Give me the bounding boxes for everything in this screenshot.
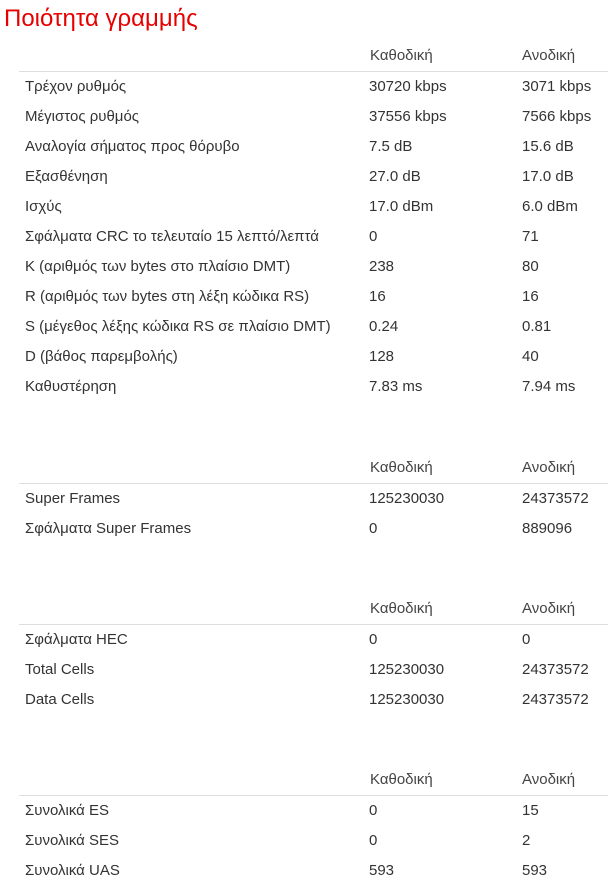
upstream-value: 17.0 dB xyxy=(522,168,574,185)
upstream-value: 40 xyxy=(522,348,539,365)
downstream-value: 0 xyxy=(369,520,378,537)
upstream-value: 6.0 dBm xyxy=(522,198,578,215)
downstream-value: 0 xyxy=(369,802,378,819)
table-row xyxy=(19,514,608,544)
row-label: Σφάλματα Super Frames xyxy=(25,520,192,537)
table-row xyxy=(19,484,608,514)
table-row xyxy=(19,342,608,372)
upstream-value: 2 xyxy=(522,832,531,849)
page-title: Ποιότητα γραμμής xyxy=(4,5,198,32)
upstream-value: 16 xyxy=(522,288,539,305)
upstream-value: 15 xyxy=(522,802,539,819)
downstream-value: 0.24 xyxy=(369,318,399,335)
table-row xyxy=(19,72,608,102)
table-row xyxy=(19,372,608,402)
downstream-value: 27.0 dB xyxy=(369,168,421,185)
downstream-value: 7.5 dB xyxy=(369,138,413,155)
table-row xyxy=(19,796,608,826)
upstream-value: 71 xyxy=(522,228,539,245)
upstream-value: 15.6 dB xyxy=(522,138,574,155)
downstream-value: 238 xyxy=(369,258,395,275)
upstream-value: 24373572 xyxy=(522,661,589,678)
downstream-value: 17.0 dBm xyxy=(369,198,434,215)
table-row xyxy=(19,826,608,856)
table-row xyxy=(19,655,608,685)
table-header xyxy=(19,594,608,625)
downstream-value: 37556 kbps xyxy=(369,108,447,125)
upstream-header: Ανοδική xyxy=(522,47,576,64)
row-label: D (βάθος παρεμβολής) xyxy=(25,348,178,365)
downstream-header: Καθοδική xyxy=(370,459,433,476)
row-label: Αναλογία σήματος προς θόρυβο xyxy=(25,138,240,155)
upstream-value: 889096 xyxy=(522,520,573,537)
row-label: Σφάλματα CRC το τελευταίο 15 λεπτό/λεπτά xyxy=(25,228,319,245)
upstream-value: 7566 kbps xyxy=(522,108,592,125)
upstream-value: 593 xyxy=(522,862,548,879)
upstream-value: 0 xyxy=(522,631,531,648)
table-header xyxy=(19,41,608,72)
table-row xyxy=(19,312,608,342)
upstream-header: Ανοδική xyxy=(522,459,576,476)
upstream-value: 80 xyxy=(522,258,539,275)
row-label: Εξασθένηση xyxy=(25,168,108,185)
upstream-header: Ανοδική xyxy=(522,600,576,617)
super-frames-table xyxy=(19,453,608,544)
upstream-value: 7.94 ms xyxy=(522,378,576,395)
table-row xyxy=(19,282,608,312)
row-label: Data Cells xyxy=(25,691,95,708)
downstream-header: Καθοδική xyxy=(370,600,433,617)
row-label: Total Cells xyxy=(25,661,95,678)
table-header xyxy=(19,765,608,796)
table-row xyxy=(19,685,608,715)
upstream-value: 24373572 xyxy=(522,691,589,708)
cells-table xyxy=(19,594,608,715)
row-label: Μέγιστος ρυθμός xyxy=(25,108,140,125)
row-label: Super Frames xyxy=(25,490,121,507)
row-label: Σφάλματα HEC xyxy=(25,631,128,648)
line-stats-table xyxy=(19,41,608,402)
downstream-value: 16 xyxy=(369,288,386,305)
downstream-value: 125230030 xyxy=(369,490,445,507)
errored-seconds-table xyxy=(19,765,608,886)
downstream-value: 125230030 xyxy=(369,691,445,708)
downstream-value: 30720 kbps xyxy=(369,78,447,95)
downstream-value: 128 xyxy=(369,348,395,365)
row-label: Συνολικά SES xyxy=(25,832,120,849)
table-row xyxy=(19,625,608,655)
downstream-value: 0 xyxy=(369,228,378,245)
table-row xyxy=(19,132,608,162)
table-row xyxy=(19,252,608,282)
table-header xyxy=(19,453,608,484)
downstream-header: Καθοδική xyxy=(370,771,433,788)
table-row xyxy=(19,222,608,252)
upstream-header: Ανοδική xyxy=(522,771,576,788)
row-label: Συνολικά ES xyxy=(25,802,110,819)
downstream-value: 593 xyxy=(369,862,395,879)
table-row xyxy=(19,856,608,886)
downstream-value: 7.83 ms xyxy=(369,378,423,395)
downstream-value: 0 xyxy=(369,631,378,648)
upstream-value: 0.81 xyxy=(522,318,552,335)
row-label: R (αριθμός των bytes στη λέξη κώδικα RS) xyxy=(25,288,310,305)
row-label: Ισχύς xyxy=(25,198,62,215)
row-label: Συνολικά UAS xyxy=(25,862,120,879)
downstream-header: Καθοδική xyxy=(370,47,433,64)
upstream-value: 24373572 xyxy=(522,490,589,507)
table-row xyxy=(19,162,608,192)
downstream-value: 0 xyxy=(369,832,378,849)
table-row xyxy=(19,102,608,132)
row-label: S (μέγεθος λέξης κώδικα RS σε πλαίσιο DMT) xyxy=(25,318,331,335)
upstream-value: 3071 kbps xyxy=(522,78,592,95)
row-label: Καθυστέρηση xyxy=(25,378,117,395)
downstream-value: 125230030 xyxy=(369,661,445,678)
row-label: Τρέχον ρυθμός xyxy=(25,78,127,95)
row-label: K (αριθμός των bytes στο πλαίσιο DMT) xyxy=(25,258,291,275)
table-row xyxy=(19,192,608,222)
